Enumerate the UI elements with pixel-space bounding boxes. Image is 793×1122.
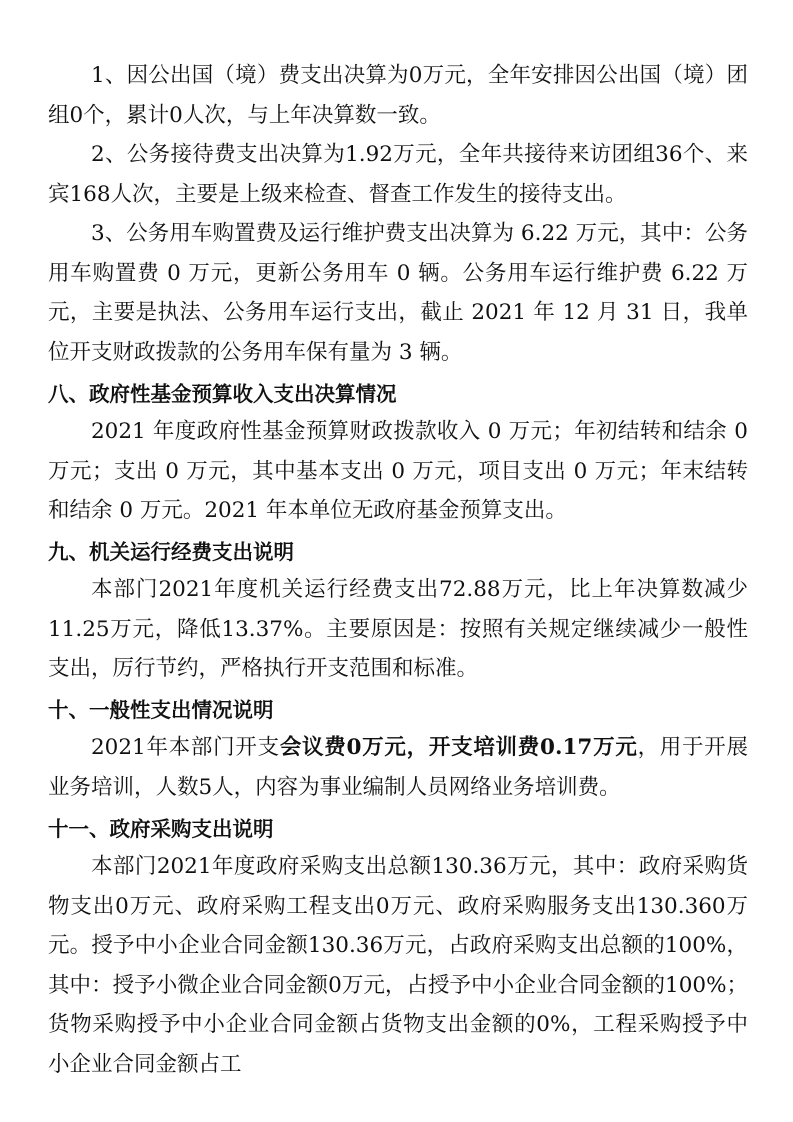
general-expenses-text-2: ，用于开展业务培训，人数5人，内容为事业编制人员网络业务培训费。 [48,735,748,800]
paragraph-government-fund-budget: 2021 年度政府性基金预算财政拨款收入 0 万元；年初结转和结余 0 万元；支出 0 万元，其中基本支出 0 万元，项目支出 0 万元；年末结转和结余 0 万元。2021 年本单位无政府基金预算支出。 [48,419,748,523]
training-fee-text: 培训费0.17万元 [473,735,638,760]
meeting-fee-text: 会议费0万元，开支 [279,735,474,760]
paragraph-general-expenses [48,728,748,807]
paragraph-official-reception: 2、公务接待费支出决算为1.92万元，全年共接待来访团组36个、来宾168人次，主要是上级来检查、督查工作发生的接待支出。 [48,142,748,207]
paragraph-official-vehicles: 3、公务用车购置费及运行维护费支出决算为 6.22 万元，其中：公务用车购置费 0 万元，更新公务用车 0 辆。公务用车运行维护费 6.22 万元，主要是执法、公务用车运行支出，截止 2021 年 12 月 31 日，我单位开支财政拨款的公务用车保有量为 3 辆。 [48,221,748,365]
paragraph-overseas-travel: 1、因公出国（境）费支出决算为0万元，全年安排因公出国（境）团组0个，累计0人次，与上年决算数一致。 [48,63,748,128]
heading-government-fund-budget: 八、政府性基金预算收入支出决算情况 [48,382,397,406]
paragraph-operating-expenses: 本部门2021年度机关运行经费支出72.88万元，比上年决算数减少11.25万元，降低13.37%。主要原因是：按照有关规定继续减少一般性支出，厉行节约，严格执行开支范围和标准。 [48,577,748,681]
general-expenses-text-1: 2021年本部门开支 [91,735,280,760]
heading-government-procurement: 十一、政府采购支出说明 [48,817,274,841]
heading-operating-expenses: 九、机关运行经费支出说明 [48,540,294,564]
heading-general-expenses: 十、一般性支出情况说明 [48,698,274,722]
paragraph-government-procurement: 本部门2021年度政府采购支出总额130.36万元，其中：政府采购货物支出0万元、政府采购工程支出0万元、政府采购服务支出130.360万元。授予中小企业合同金额130.36万元，占政府采购支出总额的100%，其中：授予小微企业合同金额0万元，占授予中小企业合同金额的100%；货物采购授予中小企业合同金额占货物支出金额的0%，工程采购授予中小企业合同金额占工 [48,854,748,1077]
